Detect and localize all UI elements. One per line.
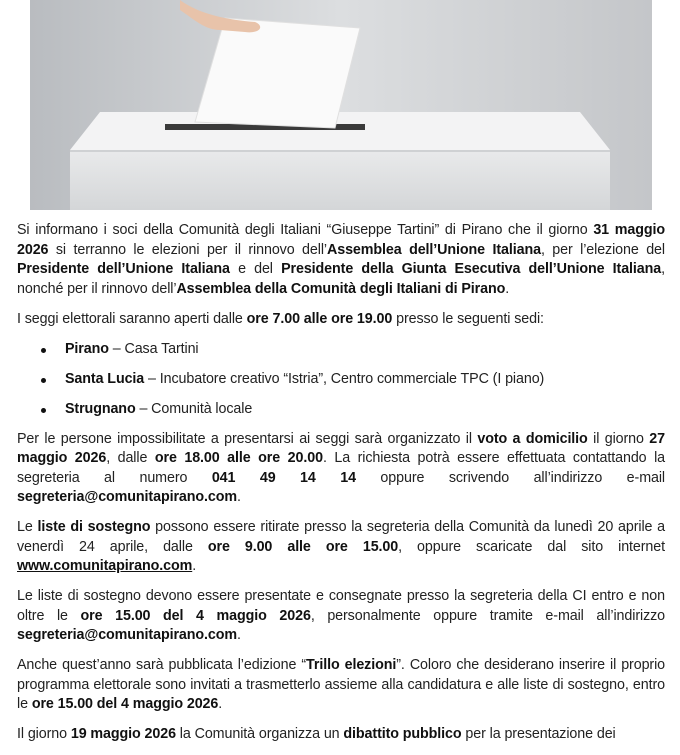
ballot-box-photo: [30, 0, 652, 210]
polling-place-item: [65, 340, 665, 360]
intro-paragraphs: [17, 221, 665, 329]
text: , per l’elezione del: [540, 241, 665, 258]
bold-text: Strugnano: [65, 400, 136, 417]
text: – Comunità locale: [135, 400, 253, 417]
text: si terranno le elezioni per il rinnovo dell’: [48, 241, 327, 258]
paragraph: [17, 725, 665, 745]
bold-text: ore 15.00 del 4 maggio 2026: [80, 607, 311, 624]
paragraph: [17, 518, 665, 577]
bold-text: voto a domicilio: [477, 430, 588, 447]
text: . La richiesta potrà essere effettuata contattando la segreteria al numero: [17, 450, 665, 486]
text: il giorno: [587, 430, 650, 447]
bold-text: Pirano: [65, 340, 109, 357]
bold-text: Trillo elezioni: [306, 657, 397, 673]
paragraph: [17, 221, 665, 299]
text: Il giorno: [17, 726, 71, 742]
bold-text: 27 maggio 2026: [17, 430, 665, 466]
paragraph: [17, 310, 665, 330]
bold-text: 31 maggio 2026: [17, 222, 665, 258]
text: presso le seguenti sedi:: [392, 310, 544, 327]
bold-text: segreteria@comunitapirano.com: [17, 627, 237, 643]
polling-place-item: [65, 400, 665, 420]
text: , nonché per il rinnovo dell’: [17, 261, 665, 297]
text: la Comunità organizza un: [175, 726, 344, 742]
text: .: [505, 280, 510, 297]
ballot-box-illustration: [30, 0, 652, 210]
bold-text: Presidente della Giunta Esecutiva dell’Unione Italiana: [281, 261, 662, 277]
text: .: [237, 489, 241, 505]
bold-text: liste di sostegno: [37, 519, 151, 535]
bold-text: dibattito pubblico: [343, 726, 462, 742]
bold-text: Presidente dell’Unione Italiana: [17, 261, 230, 277]
bold-text: 19 maggio 2026: [70, 726, 176, 742]
polling-places-list: [17, 340, 665, 420]
paragraph: [17, 656, 665, 715]
website-link[interactable]: www.comunitapirano.com: [17, 558, 193, 574]
bold-text: Santa Lucia: [65, 370, 145, 387]
text: ”. Coloro che desiderano inserire il proprio programma elettorale sono invitati a trasmetterlo assieme alla candidatura e alle liste di sostegno, entro le: [17, 657, 666, 712]
text: Si informano i soci della Comunità degli Italiani “Giuseppe Tartini” di Pirano che il giorno: [17, 222, 594, 238]
text: – Casa Tartini: [108, 340, 199, 357]
text: Per le persone impossibilitate a presentarsi ai seggi sarà organizzato il: [17, 430, 478, 447]
bold-text: ore 18.00 alle ore 20.00: [154, 450, 323, 466]
bold-text: ore 9.00 alle ore 15.00: [207, 538, 399, 555]
text: possono essere ritirate presso la segreteria della Comunità da lunedì 20 aprile a venerdì 24 aprile, dalle: [17, 519, 665, 555]
details-paragraphs: [17, 430, 665, 745]
bold-text: 041 49 14 14: [211, 469, 356, 486]
announcement-body: [17, 221, 665, 755]
text: , personalmente oppure tramite e-mail all’indirizzo: [310, 607, 666, 624]
text: Le liste di sostegno devono essere presentate e consegnate presso la segreteria della CI entro e non oltre le: [17, 588, 665, 624]
bold-text: segreteria@comunitapirano.com: [17, 489, 237, 505]
text: oppure scrivendo all’indirizzo e-mail: [355, 469, 666, 486]
text: , dalle: [106, 450, 155, 466]
bold-text: Assemblea della Comunità degli Italiani di Pirano: [176, 280, 506, 297]
polling-place-item: [65, 370, 665, 390]
paragraph: [17, 430, 665, 508]
text: I seggi elettorali saranno aperti dalle: [17, 310, 247, 327]
text: .: [218, 696, 223, 712]
text: e del: [229, 261, 282, 277]
text: .: [237, 627, 241, 643]
text: Le: [17, 519, 38, 535]
text: per la presentazione dei: [461, 726, 616, 742]
bold-text: Assemblea dell’Unione Italiana: [327, 241, 541, 258]
text: .: [192, 558, 197, 574]
bold-text: ore 15.00 del 4 maggio 2026: [31, 696, 219, 712]
paragraph: [17, 587, 665, 646]
text: – Incubatore creativo “Istria”, Centro commerciale TPC (I piano): [144, 370, 545, 387]
bold-text: ore 7.00 alle ore 19.00: [246, 310, 393, 327]
text: , oppure scaricate dal sito internet: [398, 538, 665, 555]
text: Anche quest’anno sarà pubblicata l’edizione “: [17, 657, 307, 673]
